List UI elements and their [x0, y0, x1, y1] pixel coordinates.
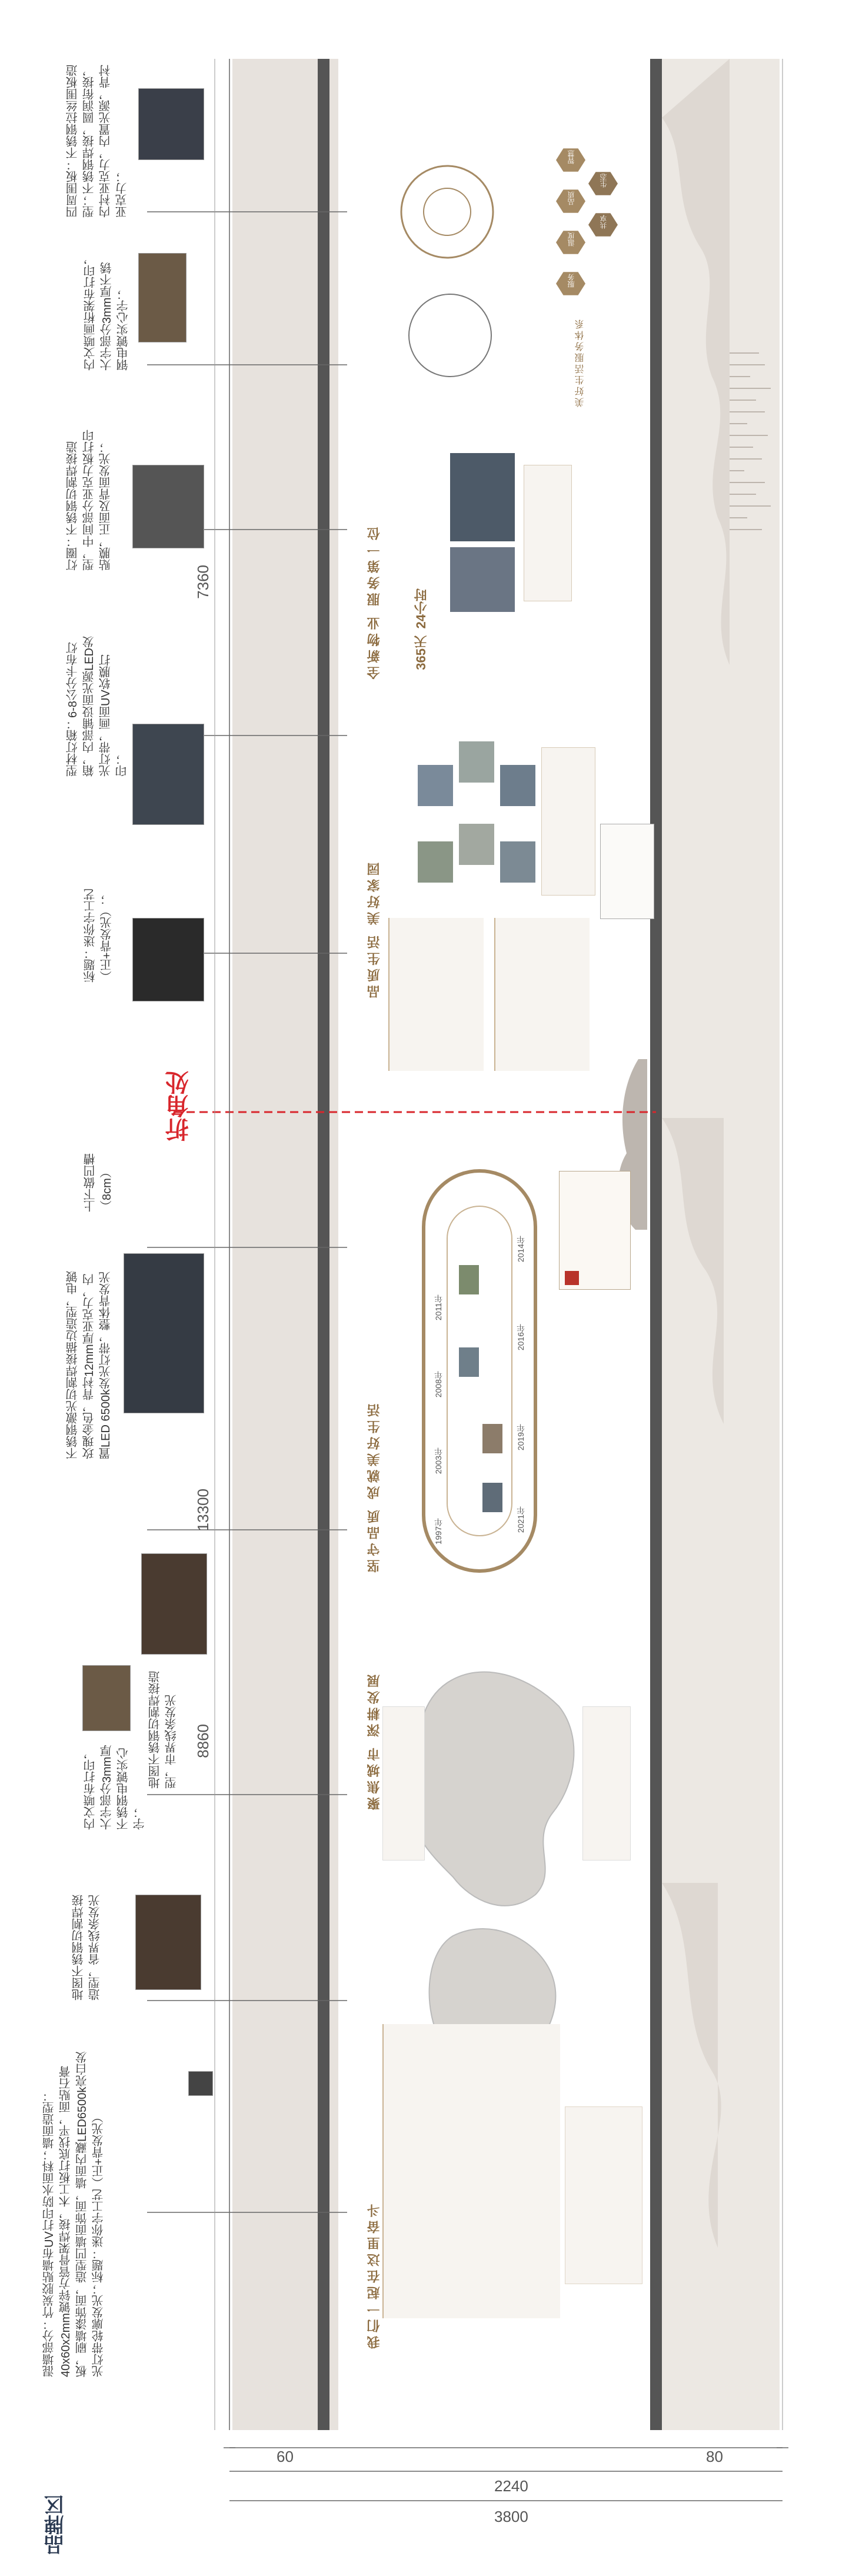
dimension-mark-8860: 8860	[194, 1724, 212, 1758]
bottom-structural-bar	[650, 59, 662, 2430]
annotation-thumb-title	[132, 918, 204, 1001]
dimension-mark-13300: 13300	[194, 1489, 212, 1532]
annotation-thumb-logo-2	[82, 1665, 131, 1731]
project-card-3	[500, 765, 535, 806]
timeline-year-2: 2003年	[434, 1447, 443, 1475]
dimension-right: 80	[706, 2448, 723, 2465]
hex-label-6: 共享	[600, 215, 608, 229]
top-structural-bar	[318, 59, 329, 2430]
timeline-photo-1	[459, 1265, 479, 1294]
service-icon-row	[524, 465, 572, 601]
section-title-5: 全新物业 服务第一位	[367, 524, 381, 680]
annotation-thumb-province-map	[135, 1895, 201, 1990]
annotation-lightbox: 型材灯箱：6-8公分卡布灯箱，内部铺设面光源LED发光灯带，画面UV软膜打印；	[66, 636, 129, 777]
annotation-thumb-qr	[188, 2071, 213, 2096]
page-title: 品牌区	[45, 2495, 67, 2555]
timeline-year-4: 2011年	[434, 1294, 443, 1321]
section-title-4: 品质生活 美好家园	[367, 859, 381, 999]
dimension-mark-7360: 7360	[194, 565, 212, 599]
turn-label: 折角处	[166, 1071, 192, 1141]
hex-label-1: 智慧	[567, 150, 575, 164]
annotation-inner-print: 内文喷布打印，大字部分3mm厚不锈钢电镀实心字；	[84, 1745, 147, 1830]
timeline-year-7: 2019年	[516, 1424, 525, 1451]
project-card-5	[459, 824, 494, 865]
project-card-1	[418, 765, 453, 806]
hex-label-5: 生态	[600, 174, 608, 188]
timeline-year-1: 1997年	[434, 1518, 443, 1545]
annotation-surround-panel: 四周围板：不锈钢拉丝围板造型；不锈钢焊接，圆润衔接，内衬亚克力，内置光源，背衬亚克力；	[66, 65, 129, 218]
annotation-title-craft: 标题：迷你字工艺（正+背发光）；	[84, 888, 114, 983]
timeline-year-3: 2008年	[434, 1371, 443, 1398]
timeline-year-5: 2014年	[516, 1236, 525, 1263]
annotation-groove: 上下做凹槽（8cm）	[84, 1153, 114, 1212]
project-card-6	[500, 841, 535, 883]
dimension-middle: 2240	[494, 2477, 528, 2495]
section-title-1: 我们一起在这里奋斗	[367, 2201, 381, 2349]
text-column-2	[494, 918, 590, 1071]
annotation-province-map: 地图不锈钢切割焊接造型，省界线条发光	[72, 1895, 102, 2001]
project-text-block	[541, 747, 595, 896]
hex-label-3: 温度	[567, 232, 575, 247]
annotation-inner-text: 内文喷画桁架布打印，大字部分3mm厚不锈钢电镀实心字；	[84, 253, 130, 371]
annotation-thumb-hex-icons	[138, 88, 204, 160]
timeline-photo-2	[459, 1347, 479, 1377]
text-column-1	[388, 918, 484, 1071]
dimension-left: 60	[277, 2448, 294, 2465]
hex-label-4: 服务	[567, 274, 575, 288]
timeline-year-6: 2016年	[516, 1324, 525, 1351]
project-card-2	[459, 741, 494, 783]
timeline-photo-3	[482, 1424, 502, 1453]
section-title-2: 聚焦城市 深耕发展	[367, 1671, 381, 1810]
dimension-top: 3800	[494, 2508, 528, 2525]
annotation-thumb-steel	[124, 1253, 204, 1413]
stats-block	[565, 2106, 642, 2284]
map-legend	[382, 1706, 425, 1861]
annotation-thumb-lightbox	[132, 724, 204, 825]
annotation-thumb-light-ring	[132, 465, 204, 548]
section-title-6: 美好生活服务体系	[575, 318, 585, 407]
section-title-3: 坚守品质 成就美好生活	[367, 1400, 381, 1573]
annotation-city-map: 地图不锈钢切割焊接造型，市界线条发光	[149, 1671, 178, 1789]
annotation-thumb-city-map	[141, 1553, 207, 1655]
annotation-steel-outline: 不锈钢激光切割焊接描边造型，电镀玫瑰金色，背衬12mm厚亚克力，内置LED 6500k发光灯带，整体背发光	[66, 1271, 112, 1459]
project-card-4	[418, 841, 453, 883]
timeline-year-8: 2021年	[516, 1506, 525, 1533]
hex-label-2: 品质	[567, 191, 575, 205]
history-text	[382, 2024, 560, 2318]
red-seal	[565, 1271, 579, 1285]
map-notes	[582, 1706, 631, 1861]
building-sketch	[600, 824, 654, 919]
service-photo-1	[450, 453, 515, 541]
stat-24h: 24小时	[414, 588, 428, 629]
timeline-photo-4	[482, 1483, 502, 1512]
annotation-wall-structure: 混墙部分：竹炭胶贴墙布UV打印防水面料；墙面造型：40x60x2mm镀锌方管骨架焊接，木工板打底找平，面贴石膏板，刷墙漆饰面，造型凹墙面饰面，墙面内藏LED6500k亮白发光灯带轮廓发光；标题：迷你字工艺（正+背发光）	[43, 2051, 105, 2377]
stat-365d: 365天	[414, 635, 428, 670]
service-photo-2	[450, 547, 515, 612]
annotation-light-ring: 灯圈：不锈钢切割焊接造型，中间部分亚克力板打印贴膜，正面及背面发光；	[66, 430, 112, 571]
annotation-thumb-logo	[138, 253, 187, 342]
